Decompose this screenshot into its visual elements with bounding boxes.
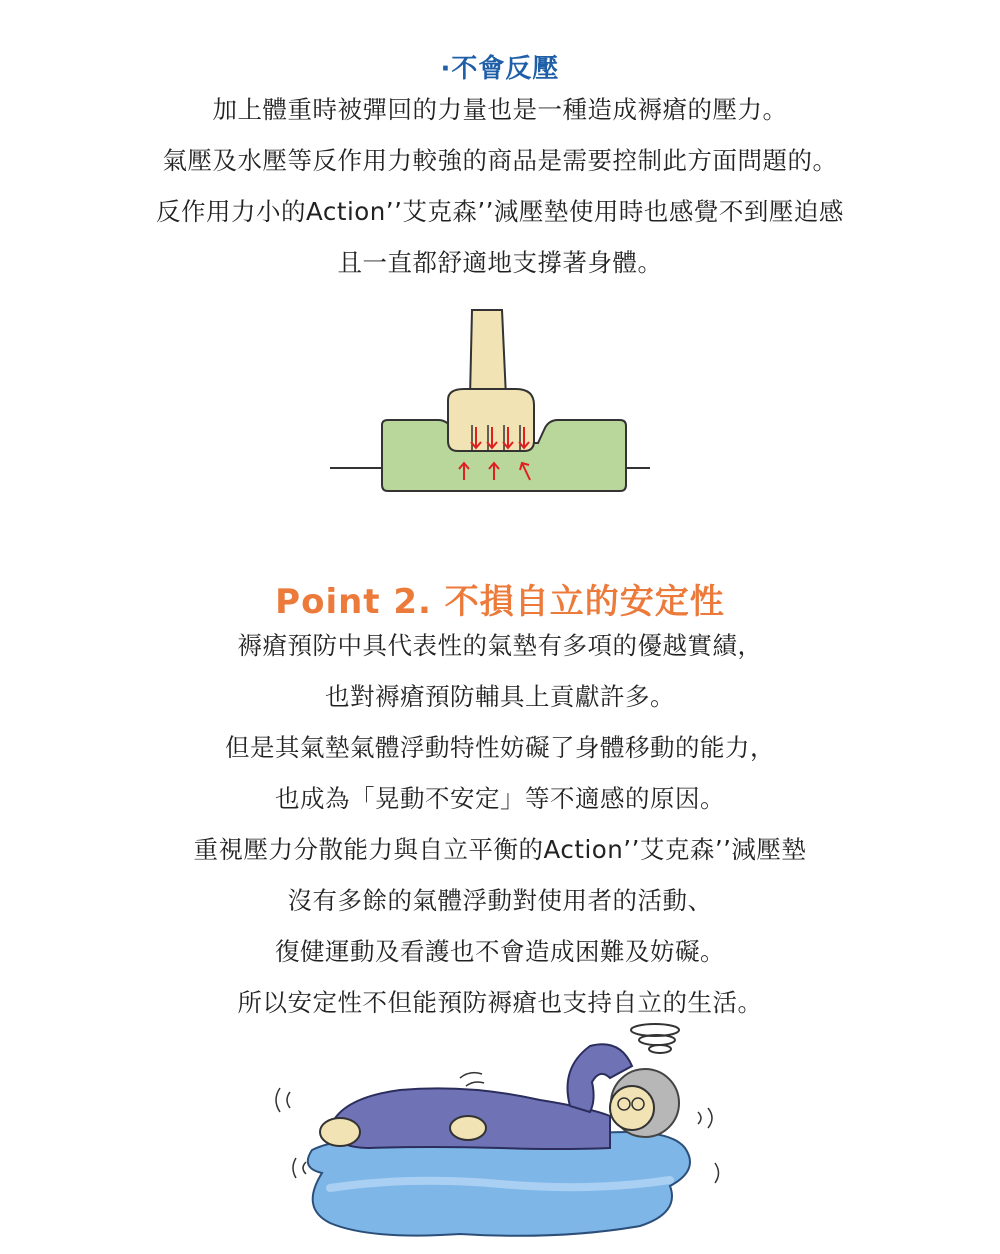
paragraph-line: 且一直都舒適地支撐著身體。	[337, 248, 663, 277]
fist-pressing-cushion-illustration	[330, 305, 650, 500]
paragraph-line: 所以安定性不但能預防褥瘡也支持自立的生活。	[237, 988, 763, 1017]
section-heading-no-rebound: ·不會反壓	[440, 54, 560, 84]
paragraph-line: 重視壓力分散能力與自立平衡的Action’’艾克森’’減壓墊	[193, 835, 807, 864]
paragraph-line: 氣壓及水壓等反作用力較強的商品是需要控制此方面問題的。	[162, 146, 838, 175]
paragraph-line: 沒有多餘的氣體浮動對使用者的活動、	[287, 886, 713, 915]
paragraph-line: 加上體重時被彈回的力量也是一種造成褥瘡的壓力。	[212, 95, 788, 124]
paragraph-line: 復健運動及看護也不會造成困難及妨礙。	[275, 937, 725, 966]
section-point-2-body	[0, 620, 1000, 1028]
paragraph-line: 反作用力小的Action’’艾克森’’減壓墊使用時也感覺不到壓迫感	[156, 197, 844, 226]
paragraph-line: 也成為「晃動不安定」等不適感的原因。	[275, 784, 725, 813]
section-no-rebound-body	[0, 84, 1000, 288]
paragraph-line: 但是其氣墊氣體浮動特性妨礙了身體移動的能力，	[225, 733, 775, 762]
paragraph-line: 也對褥瘡預防輔具上貢獻許多。	[325, 682, 675, 711]
paragraph-line: 褥瘡預防中具代表性的氣墊有多項的優越實績，	[237, 631, 763, 660]
section-no-rebound	[0, 48, 1000, 85]
section-heading-point-2: Point 2. 不損自立的安定性	[275, 582, 725, 622]
section-point-2	[0, 574, 1000, 623]
person-on-air-cushion-illustration	[260, 1008, 740, 1248]
